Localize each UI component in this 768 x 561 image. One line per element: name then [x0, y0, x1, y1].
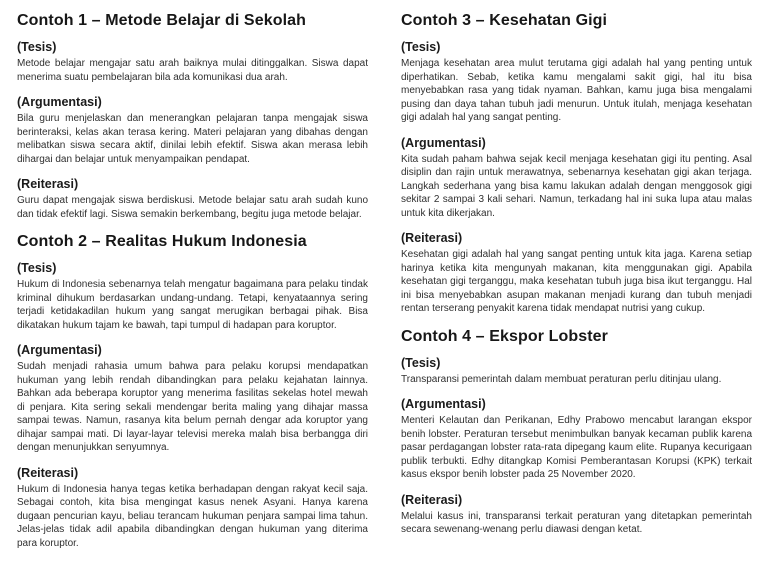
text-block-argumentasi [17, 95, 368, 166]
block-label: (Argumentasi) [401, 397, 486, 411]
block-label: (Reiterasi) [17, 177, 79, 191]
block-label: (Tesis) [401, 40, 441, 54]
block-paragraph: Guru dapat mengajak siswa berdiskusi. Metode belajar satu arah sudah kuno dan tidak efektif lagi. Siswa semakin berkembang, begitu juga metode belajar. [17, 195, 368, 220]
column-left [17, 11, 368, 561]
block-paragraph: Kesehatan gigi adalah hal yang sangat penting untuk kita jaga. Karena setiap harinya ketika kita mengunyah makanan, kita menggunakan gigi. Apabila kesehatan gigi terganggu, maka kesehatan tubuh juga bisa ikut terganggu. Hal ini bisa menyebabkan asupan makanan menjadi kurang dan tubuh menjadi rentan terserang penyakit karena tidak mendapat nutrisi yang cukup. [401, 249, 752, 314]
block-paragraph: Bila guru menjelaskan dan menerangkan pelajaran tanpa mengajak siswa berinteraksi, kelas akan terasa kering. Materi pelajaran yang dibahas dengan melibatkan siswa secara aktif, dinilai lebih efektif. Siswa akan merasa lebih dihargai dan belajar untuk menyampaikan pendapat. [17, 113, 368, 165]
section-title: Contoh 3 – Kesehatan Gigi [401, 12, 608, 29]
block-label: (Argumentasi) [17, 343, 102, 357]
text-block-tesis [401, 40, 752, 125]
block-paragraph: Hukum di Indonesia sebenarnya telah mengatur bagaimana para pelaku tindak kriminal dihukum berdasarkan undang-undang. Tetapi, kenyataannya sering terjadi ketidakadilan hukum yang sangat merugikan berbagai pihak. Bisa dikatakan hukum tajam ke bawah, tapi tumpul di hadapan para koruptor. [17, 279, 368, 331]
block-paragraph: Sudah menjadi rahasia umum bahwa para pelaku korupsi mendapatkan hukuman yang lebih rendah dibandingkan para pelaku kejahatan lainnya. Bahkan ada beberapa koruptor yang menerima fasilitas sekelas hotel mewah di penjara. Kita sering sekali mendengar berita maling yang dihajar massa sampai tewas. Namun, rasanya kita belum pernah dengar ada koruptor yang dihajar sampai mati. Di layar-layar televisi mereka malah bisa berbangga diri dengan menunjukkan senyumnya. [17, 361, 368, 453]
block-label: (Argumentasi) [17, 95, 102, 109]
block-label: (Tesis) [401, 355, 441, 370]
text-block-argumentasi [17, 343, 368, 455]
block-paragraph: Melalui kasus ini, transparansi terkait peraturan yang ditetapkan pemerintah secara sewenang-wenang perlu diawasi dengan ketat. [401, 510, 752, 535]
text-block-tesis [401, 356, 752, 387]
text-block-tesis [17, 40, 368, 84]
block-label: (Tesis) [17, 261, 57, 275]
block-label: (Argumentasi) [401, 135, 486, 150]
section-contoh-3 [401, 11, 752, 316]
section-title: Contoh 2 – Realitas Hukum Indonesia [17, 233, 307, 250]
text-block-reiterasi [401, 493, 752, 537]
block-label: (Reiterasi) [401, 231, 463, 245]
block-paragraph: Kita sudah paham bahwa sejak kecil menjaga kesehatan gigi itu penting. Asal disiplin dan rajin untuk merawatnya, sebenarnya kesehatan gigi akan terjaga. Langkah sederhana yang bisa kamu lakukan adalah dengan menggosok gigi sekitar 2 sampai 3 kali sehari. Namun, terkadang hal ini suka lupa atau malas untuk kita dikerjakan. [401, 153, 752, 219]
block-paragraph: Menteri Kelautan dan Perikanan, Edhy Prabowo mencabut larangan ekspor benih lobster. Peraturan tersebut menimbulkan banyak kecaman publik karena pasar perdagangan lobster rata-rata dipegang kaum elite. Rupanya kecurigaan publik terbukti. Edhy ditangkap Komisi Pemberantasan Korupsi (KPK) terkait kasus ekspor benih lobster pada 25 November 2020. [401, 415, 752, 480]
section-contoh-1 [17, 11, 368, 221]
block-paragraph: Hukum di Indonesia hanya tegas ketika berhadapan dengan rakyat kecil saja. Sebagai contoh, kita bisa mengingat kasus nenek Asyani. Hanya karena dugaan pencurian kayu, beliau terancam hukuman penjara sampai lima tahun. Jelas-jelas tidak adil apabila dibandingkan dengan hukuman yang diterima para koruptor. [17, 483, 368, 549]
block-label: (Reiterasi) [17, 465, 79, 480]
text-block-tesis [17, 261, 368, 332]
text-block-reiterasi [17, 466, 368, 551]
text-block-reiterasi [401, 231, 752, 316]
column-right [401, 11, 752, 561]
block-paragraph: Menjaga kesehatan area mulut terutama gigi adalah hal yang penting untuk diperhatikan. Sebab, ketika kamu mengalami sakit gigi, hal itu bisa menyebabkan rasa yang tidak nyaman. Bahkan, kamu juga bisa mengalami pusing dan daya tahan tubuh jadi menurun. Untuk itulah, menjaga kesehatan gigi adalah hal yang sangat penting. [401, 58, 752, 123]
section-title: Contoh 1 – Metode Belajar di Sekolah [17, 12, 306, 29]
text-block-argumentasi [401, 397, 752, 482]
block-label: (Tesis) [17, 40, 57, 54]
section-title: Contoh 4 – Ekspor Lobster [401, 327, 608, 345]
block-label: (Reiterasi) [401, 492, 463, 507]
section-contoh-2 [17, 232, 368, 550]
block-paragraph: Transparansi pemerintah dalam membuat peraturan perlu ditinjau ulang. [401, 373, 722, 385]
text-block-reiterasi [17, 177, 368, 221]
block-paragraph: Metode belajar mengajar satu arah baiknya mulai ditinggalkan. Siswa dapat menerima suatu pembelajaran bila ada komunikasi dua arah. [17, 58, 368, 83]
text-block-argumentasi [401, 136, 752, 221]
section-contoh-4 [401, 327, 752, 537]
